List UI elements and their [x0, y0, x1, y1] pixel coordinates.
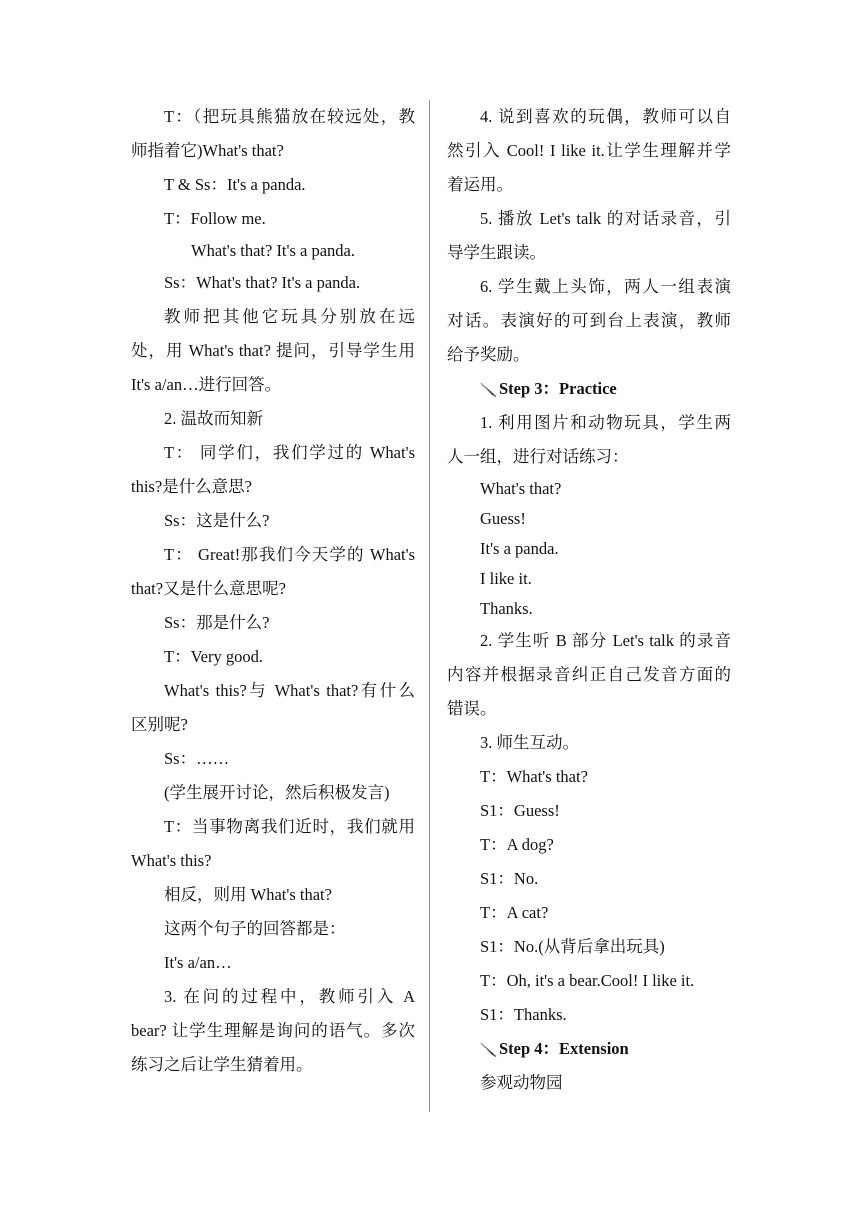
text-line: Ss：What's that? It's a panda.	[164, 273, 361, 292]
text-line: 然引入 Cool! I like it.让学生理解并学	[447, 141, 731, 160]
text-line: 人一组，进行对话练习：	[447, 447, 629, 466]
text-line: What's this?	[131, 851, 212, 870]
text-line: 相反，则用 What's that?	[164, 885, 332, 904]
text-line: 内容并根据录音纠正自己发音方面的	[447, 665, 731, 684]
text-line: S1：Guess!	[480, 801, 560, 820]
left-column	[131, 100, 415, 1082]
text-line: 2. 学生听 B 部分 Let's talk 的录音	[480, 631, 731, 650]
text-line: 错误。	[447, 699, 497, 718]
text-line: 3. 师生互动。	[480, 733, 579, 752]
pen-icon	[480, 382, 497, 397]
text-line: T：Oh, it's a bear.Cool! I like it.	[480, 971, 695, 990]
text-line: S1：Thanks.	[480, 1005, 567, 1024]
text-line: T：Very good.	[164, 647, 263, 666]
text-line: 这两个句子的回答都是：	[164, 919, 346, 938]
right-column	[447, 100, 731, 1100]
text-line: 师指着它)What's that?	[131, 141, 284, 160]
text-line: that?又是什么意思呢?	[131, 579, 286, 598]
step-4-heading	[447, 1032, 731, 1066]
text-line: (学生展开讨论，然后积极发言)	[164, 783, 390, 802]
text-line: 教师把其他它玩具分别放在远	[164, 307, 415, 326]
text-line: What's that? It's a panda.	[191, 241, 356, 260]
text-line: T：A dog?	[480, 835, 554, 854]
step-3-heading	[447, 372, 731, 406]
text-line: T：Follow me.	[164, 209, 266, 228]
text-line: 处，用 What's that? 提问，引导学生用	[131, 341, 415, 360]
text-line: 对话。表演好的可到台上表演，教师	[447, 311, 731, 330]
text-line: T & Ss：It's a panda.	[164, 175, 306, 194]
text-line: 3. 在问的过程中，教师引入 A	[164, 987, 415, 1006]
text-line: 着运用。	[447, 175, 513, 194]
text-line: Ss：这是什么?	[164, 511, 270, 530]
text-line: Ss：……	[164, 749, 230, 768]
text-line: S1：No.	[480, 869, 539, 888]
text-line: T：当事物离我们近时，我们就用	[164, 817, 415, 836]
step-4-title: Step 4：Extension	[499, 1039, 629, 1058]
text-line: Guess!	[480, 509, 526, 528]
text-line: S1：No.(从背后拿出玩具)	[480, 937, 665, 956]
text-line: T：A cat?	[480, 903, 549, 922]
text-line: T：What's that?	[480, 767, 588, 786]
text-line: 6. 学生戴上头饰，两人一组表演	[480, 277, 731, 296]
text-line: 参观动物园	[480, 1073, 563, 1092]
text-line: Ss：那是什么?	[164, 613, 270, 632]
pen-icon	[480, 1042, 497, 1057]
text-line: Thanks.	[480, 599, 533, 618]
text-line: 1. 利用图片和动物玩具，学生两	[480, 413, 731, 432]
text-line: 区别呢?	[131, 715, 188, 734]
text-line: 2. 温故而知新	[164, 409, 263, 428]
text-line: this?是什么意思?	[131, 477, 252, 496]
text-line: What's that?	[480, 479, 562, 498]
text-line: 4. 说到喜欢的玩偶，教师可以自	[480, 107, 731, 126]
step-3-title: Step 3：Practice	[499, 379, 617, 398]
text-line: T： 同学们，我们学过的 What's	[164, 443, 415, 462]
text-line: It's a/an…进行回答。	[131, 375, 282, 394]
text-line: bear? 让学生理解是询问的语气。多次	[131, 1021, 415, 1040]
text-line: What's this?与 What's that?有什么	[164, 681, 415, 700]
text-line: 给予奖励。	[447, 345, 530, 364]
text-line: 导学生跟读。	[447, 243, 546, 262]
text-line: T： Great!那我们今天学的 What's	[164, 545, 415, 564]
text-line: 5. 播放 Let's talk 的对话录音，引	[480, 209, 731, 228]
text-line: I like it.	[480, 569, 532, 588]
text-line: It's a/an…	[164, 953, 232, 972]
text-line: T：（把玩具熊猫放在较远处，教	[164, 107, 415, 126]
text-line: It's a panda.	[480, 539, 559, 558]
column-divider	[429, 100, 430, 1112]
text-line: 练习之后让学生猜着用。	[131, 1055, 313, 1074]
